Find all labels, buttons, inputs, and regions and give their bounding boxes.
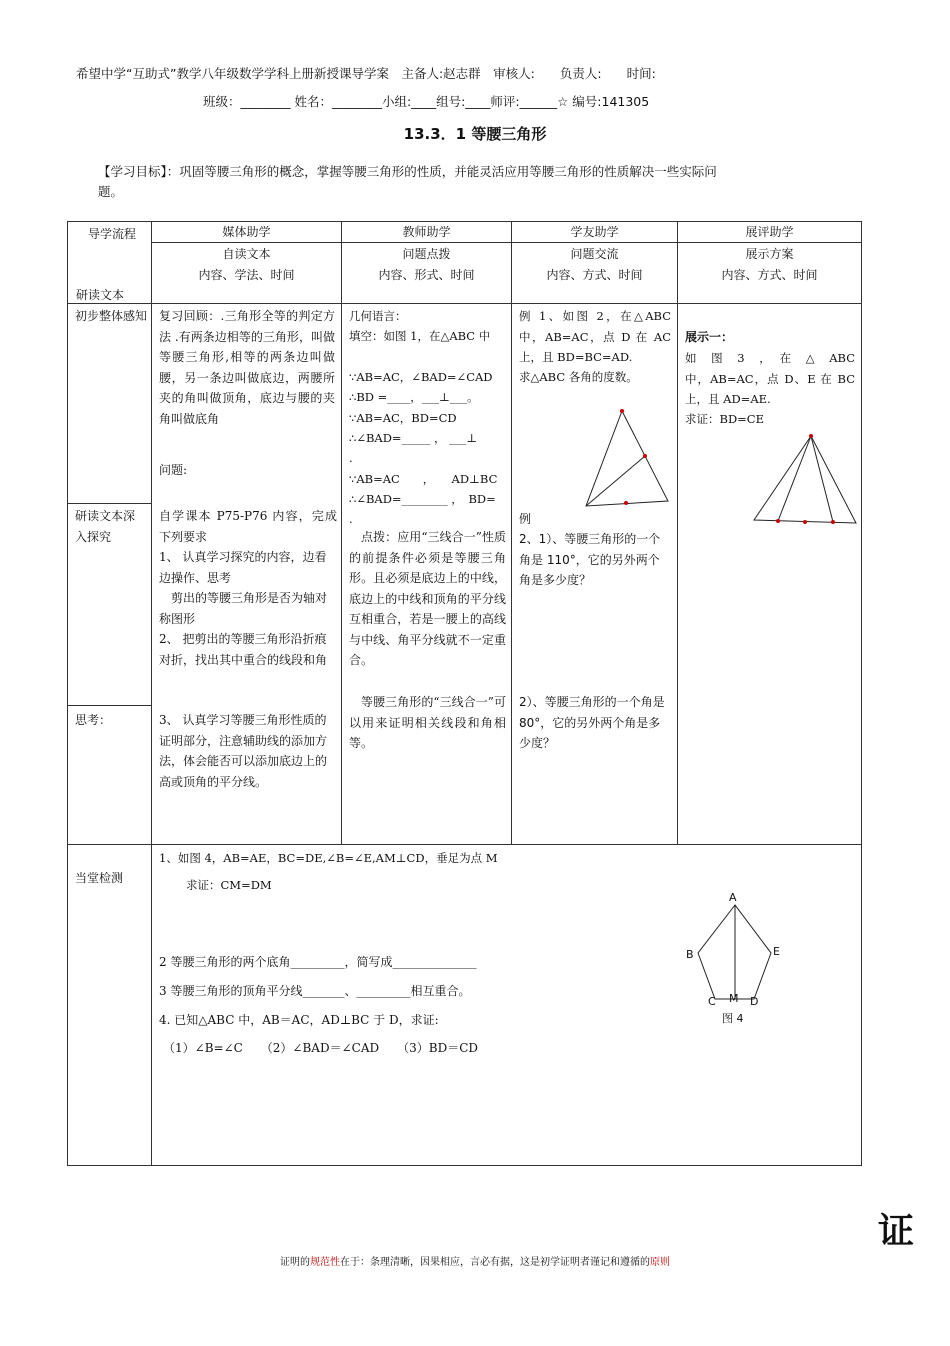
fig4-label-b: B (686, 948, 694, 961)
col-header-process-sub: 研读文本 (76, 288, 125, 302)
figure-3-triangle (750, 430, 860, 525)
teacher-geometry-language: 几何语言： (349, 309, 407, 323)
col-header-media-sub1: 自读文本 (222, 247, 271, 261)
media-self-study: 自学课本 P75-P76 内容，完成下列要求 (159, 509, 337, 544)
footer-note: 证明的规范性在于：条理清晰，因果相应，言必有据，这是初学证明者谨记和遵循的原则 (280, 1257, 670, 1268)
teacher-step-2: ∴BD =____，___⊥___。 (349, 390, 479, 404)
col-header-teacher-sub2: 内容、形式、时间 (378, 268, 475, 282)
peer-example-1: 例 1、如图 2，在△ABC 中，AB=AC，点 D 在 AC 上，且 BD=BC=AD. (519, 309, 671, 364)
media-question-label: 问题: (159, 463, 188, 477)
teacher-step-4: ∴∠BAD=_____ ， ___⊥ (349, 431, 478, 445)
col-header-teacher: 教师助学 (402, 225, 451, 239)
peer-example-2-label: 例 (519, 512, 532, 526)
fig4-label-d: D (750, 995, 759, 1008)
show-title: 展示一： (685, 330, 734, 344)
fig4-label-a: A (729, 891, 737, 904)
teacher-fill-intro: 填空：如图 1，在△ABC 中 (349, 329, 491, 343)
teacher-three-lines: 等腰三角形的“三线合一”可以用来证明相关线段和角相等。 (349, 695, 506, 750)
col-header-process: 导学流程 (88, 227, 137, 241)
peer-example-3: 2）、等腰三角形的一个角是 80°，它的另外两个角是多少度？ (519, 695, 665, 750)
teacher-step-3: ∵AB=AC，BD=CD (349, 411, 457, 425)
teacher-step-4b: . (349, 451, 353, 465)
big-character: 证 (878, 1211, 915, 1252)
test-q4-parts: （1）∠B=∠C （2）∠BAD＝∠CAD （3）BD＝CD (163, 1041, 478, 1055)
col-header-media: 媒体助学 (222, 225, 271, 239)
test-q3: 3 等腰三角形的顶角平分线_______、_________相互重合。 (159, 984, 471, 998)
col-header-peer-sub1: 问题交流 (570, 247, 619, 261)
row-label-test: 当堂检测 (75, 871, 124, 885)
test-q1-prove: 求证：CM=DM (186, 878, 272, 892)
media-step-1-detail: 剪出的等腰三角形是否为轴对称图形 (159, 591, 328, 626)
peer-example-1-question: 求△ABC 各角的度数。 (519, 370, 638, 384)
col-header-show-sub2: 内容、方式、时间 (721, 268, 818, 282)
fig4-label-m: M (729, 992, 739, 1005)
teacher-step-5: ∵AB=AC ， AD⊥BC (349, 472, 498, 486)
learning-goal-line-2: 题。 (98, 184, 124, 199)
teacher-step-1: ∵AB=AC，∠BAD=∠CAD (349, 370, 493, 384)
col-header-peer: 学友助学 (570, 225, 619, 239)
test-q1: 1、如图 4，AB=AE，BC=DE,∠B=∠E,AM⊥CD，垂足为点 M (159, 851, 498, 865)
header-line-1: 希望中学“互助式”教学八年级数学学科上册新授课导学案 主备人:赵志群 审核人: 负责人: 时间: (76, 66, 656, 81)
teacher-hint: 点拨：应用“三线合一”性质的前提条件必须是等腰三角形。且必须是底边上的中线，底边上的中线和顶角的平分线互相重合，若是一腰上的高线与中线、角平分线就不一定重合。 (349, 530, 506, 667)
col-header-peer-sub2: 内容、方式、时间 (546, 268, 643, 282)
row-label-overview: 初步整体感知 (75, 309, 148, 323)
row-label-deep-study: 研读文本深入探究 (75, 509, 136, 544)
col-header-media-sub2: 内容、学法、时间 (198, 268, 295, 282)
col-header-show-sub1: 展示方案 (745, 247, 794, 261)
media-review-text: 复习回顾：.三角形全等的判定方法 .有两条边相等的三角形，叫做等腰三角形,相等的两条边叫做腰，另一条边叫做底边，两腰所夹的角叫做顶角，底边与腰的夹角叫做底角 (159, 309, 335, 426)
fig4-caption: 图 4 (722, 1012, 744, 1025)
media-step-3: 3、 认真学习等腰三角形性质的证明部分，注意辅助线的添加方法，体会能否可以添加底边上的高或顶角的平分线。 (159, 713, 328, 789)
col-header-teacher-sub1: 问题点拨 (402, 247, 451, 261)
fig4-label-c: C (708, 995, 716, 1008)
test-q2: 2 等腰三角形的两个底角_________，简写成______________ (159, 955, 477, 969)
row-label-think: 思考： (75, 713, 112, 727)
teacher-step-6b: . (349, 512, 353, 526)
learning-goal-line-1: 【学习目标】：巩固等腰三角形的概念，掌握等腰三角形的性质，并能灵活应用等腰三角形的性质解决一些实际问 (98, 164, 717, 179)
show-problem: 如 图 3 ， 在 △ ABC 中，AB=AC，点 D、E 在 BC 上，且 AD=AE. (685, 351, 855, 406)
show-prove: 求证：BD=CE (685, 412, 765, 426)
peer-example-2: 2、1）、等腰三角形的一个角是 110°，它的另外两个角是多少度？ (519, 532, 661, 587)
fig4-label-e: E (773, 945, 780, 958)
media-step-2: 2、 把剪出的等腰三角形沿折痕对折，找出其中重合的线段和角 (159, 632, 328, 667)
teacher-step-6: ∴∠BAD=________ ， BD= (349, 492, 496, 506)
page-title: 13.3．1 等腰三角形 (403, 125, 547, 143)
figure-2-triangle (580, 405, 672, 507)
col-header-show: 展评助学 (745, 225, 794, 239)
media-step-1: 1、 认真学习探究的内容，边看边操作、思考 (159, 550, 327, 585)
test-q4: 4. 已知△ABC 中，AB＝AC，AD⊥BC 于 D，求证: (159, 1013, 439, 1027)
header-line-2: 班级：________ 姓名：________小组:____组号:____师评:______☆ 编号:141305 (203, 94, 650, 109)
